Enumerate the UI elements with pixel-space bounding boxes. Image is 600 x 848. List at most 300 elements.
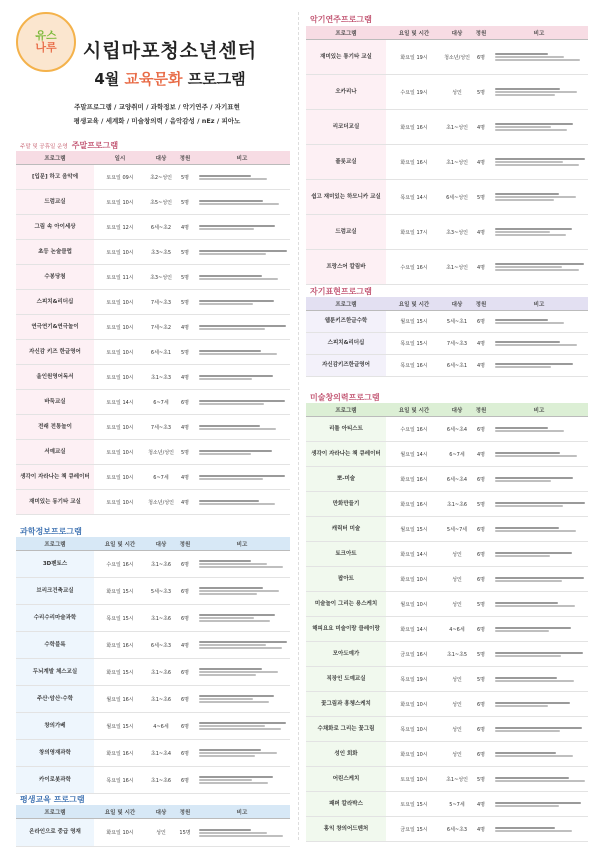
schedule-cell: 화요일 15시: [94, 578, 146, 605]
table-row: [16, 290, 290, 315]
table-row: [306, 592, 588, 617]
quota-cell: 6명: [176, 390, 194, 415]
expression-table: [306, 297, 588, 377]
science-table: [16, 537, 290, 794]
target-cell: 6세~초4: [442, 467, 472, 492]
note-cell: [490, 40, 588, 75]
program-name: 재미있는 동기타 교실: [16, 490, 94, 515]
col-target: 대상: [146, 805, 176, 819]
table-row: [16, 632, 290, 659]
table-row: [16, 365, 290, 390]
category-line-2: 평생교육 / 세계화 / 미술창의력 / 음악감성 / nEz / 피아노: [73, 117, 241, 125]
note-cell: [490, 667, 588, 692]
col-quota: 정원: [176, 805, 194, 819]
col-time: 요일 및 시간: [386, 26, 442, 40]
table-row: [306, 311, 588, 333]
music-section-head: [310, 14, 372, 25]
schedule-cell: 월요일 16시: [94, 686, 146, 713]
note-cell: [490, 692, 588, 717]
target-cell: 초1~성인: [442, 145, 472, 180]
target-cell: 5세~초3: [146, 578, 176, 605]
target-cell: 초1~초6: [146, 605, 176, 632]
quota-cell: 5명: [176, 340, 194, 365]
program-name: 온라인으로 중급 영재: [16, 819, 94, 847]
table-row: [306, 792, 588, 817]
note-cell: [194, 713, 290, 740]
target-cell: 초1~성인: [442, 767, 472, 792]
note-cell: [490, 250, 588, 285]
target-cell: 성인: [442, 567, 472, 592]
quota-cell: 4명: [176, 465, 194, 490]
program-name: 초등 논술클럽: [16, 240, 94, 265]
table-row: [16, 240, 290, 265]
program-name: 직장인 도예교실: [306, 667, 386, 692]
table-row: [306, 75, 588, 110]
program-name: [입문] 하고 음악에: [16, 165, 94, 190]
target-cell: 5세~7세: [442, 517, 472, 542]
table-row: [306, 180, 588, 215]
quota-cell: 4명: [176, 490, 194, 515]
schedule-cell: 목요일 14시: [386, 180, 442, 215]
note-cell: [490, 792, 588, 817]
target-cell: 6세~초1: [146, 340, 176, 365]
expression-table-header: [306, 297, 588, 311]
target-cell: 초2~성인: [146, 165, 176, 190]
target-cell: 6세~초3: [442, 817, 472, 842]
target-cell: 7세~초3: [146, 290, 176, 315]
table-row: [16, 315, 290, 340]
logo-text-2: 나루: [35, 41, 57, 54]
table-row: [16, 686, 290, 713]
note-cell: [194, 315, 290, 340]
col-note: 비고: [490, 403, 588, 417]
table-row: [306, 492, 588, 517]
target-cell: 청소년/성인: [146, 490, 176, 515]
program-name: 프랑스어 칼림바: [306, 250, 386, 285]
col-quota: 정원: [472, 297, 490, 311]
expression-section-head: [310, 286, 372, 297]
program-name: 그림 속 아이세상: [16, 215, 94, 240]
table-row: [306, 542, 588, 567]
target-cell: 성인: [442, 75, 472, 110]
program-name: 브리크건축교실: [16, 578, 94, 605]
schedule-cell: 토요일 11시: [94, 265, 146, 290]
schedule-cell: 토요일 14시: [94, 390, 146, 415]
table-row: [306, 567, 588, 592]
note-cell: [490, 717, 588, 742]
quota-cell: 6명: [176, 767, 194, 794]
program-name: 캐릭터 미술: [306, 517, 386, 542]
table-row: [16, 440, 290, 465]
schedule-cell: 월요일 15시: [386, 311, 442, 333]
col-time: 요일 및 시간: [94, 805, 146, 819]
program-name: 패퍼 칼라박스: [306, 792, 386, 817]
schedule-cell: 목요일 15시: [386, 333, 442, 355]
science-section-title: 과학정보프로그램: [20, 527, 82, 536]
schedule-cell: 수요일 19시: [386, 75, 442, 110]
note-cell: [194, 390, 290, 415]
schedule-cell: 목요일 16시: [94, 767, 146, 794]
note-cell: [194, 605, 290, 632]
note-cell: [194, 632, 290, 659]
note-cell: [490, 75, 588, 110]
science-table-header: [16, 537, 290, 551]
program-name: 만화만들기: [306, 492, 386, 517]
schedule-cell: 월요일 15시: [94, 713, 146, 740]
quota-cell: 5명: [472, 492, 490, 517]
target-cell: 청소년/성인: [442, 40, 472, 75]
music-table: [306, 26, 588, 285]
quota-cell: 6명: [176, 686, 194, 713]
note-cell: [194, 215, 290, 240]
table-row: [306, 417, 588, 442]
table-row: [306, 467, 588, 492]
target-cell: 6세~성인: [442, 180, 472, 215]
col-program: 프로그램: [16, 537, 94, 551]
program-name: 리코더교실: [306, 110, 386, 145]
col-time: 일시: [94, 151, 146, 165]
col-target: 대상: [442, 26, 472, 40]
note-cell: [490, 742, 588, 767]
table-row: [16, 490, 290, 515]
quota-cell: 5명: [472, 592, 490, 617]
note-cell: [194, 265, 290, 290]
note-cell: [194, 340, 290, 365]
table-row: [306, 250, 588, 285]
quota-cell: 4명: [176, 415, 194, 440]
lifelong-table: [16, 805, 290, 847]
table-row: [16, 465, 290, 490]
page-title: 시립마포청소년센터: [82, 40, 258, 62]
schedule-cell: 화요일 10시: [386, 567, 442, 592]
table-row: [16, 767, 290, 794]
table-row: [306, 767, 588, 792]
schedule-cell: 화요일 10시: [386, 692, 442, 717]
target-cell: 7세~초2: [146, 315, 176, 340]
target-cell: 초5~성인: [146, 190, 176, 215]
schedule-cell: 토요일 10시: [94, 365, 146, 390]
quota-cell: 6명: [176, 659, 194, 686]
program-name: 창의영재과학: [16, 740, 94, 767]
target-cell: 6세~초2: [146, 215, 176, 240]
quota-cell: 6명: [176, 713, 194, 740]
note-cell: [490, 567, 588, 592]
music-section-title: 악기연주프로그램: [310, 15, 372, 24]
quota-cell: 6명: [472, 467, 490, 492]
schedule-cell: 토요일 10시: [94, 290, 146, 315]
target-cell: 성인: [442, 742, 472, 767]
schedule-cell: 토요일 10시: [94, 490, 146, 515]
schedule-cell: 토요일 10시: [94, 190, 146, 215]
table-row: [306, 110, 588, 145]
note-cell: [194, 819, 290, 847]
target-cell: 6세~초4: [442, 417, 472, 442]
quota-cell: 4명: [472, 817, 490, 842]
schedule-cell: 목요일 15시: [94, 605, 146, 632]
col-target: 대상: [442, 403, 472, 417]
art-table: [306, 403, 588, 842]
schedule-cell: 화요일 16시: [386, 145, 442, 180]
schedule-cell: 토요일 10시: [94, 340, 146, 365]
program-name: 바둑교실: [16, 390, 94, 415]
weekend-section-title: 주말프로그램: [71, 141, 119, 150]
quota-cell: 4명: [472, 110, 490, 145]
target-cell: 초3~성인: [442, 215, 472, 250]
note-cell: [490, 592, 588, 617]
program-name: 미술놀이 그리는 용스케치: [306, 592, 386, 617]
note-cell: [490, 467, 588, 492]
table-row: [306, 642, 588, 667]
table-row: [306, 617, 588, 642]
note-cell: [194, 767, 290, 794]
program-name: 생각이 자라나는 책 큐레이터: [306, 442, 386, 467]
note-cell: [490, 355, 588, 377]
lifelong-section-title: 평생교육 프로그램: [20, 795, 85, 804]
table-row: [306, 40, 588, 75]
quota-cell: 15명: [176, 819, 194, 847]
col-note: 비고: [194, 537, 290, 551]
target-cell: 4~6세: [146, 713, 176, 740]
target-cell: 성인: [442, 717, 472, 742]
target-cell: 7세~초3: [146, 415, 176, 440]
target-cell: 초1~초6: [146, 686, 176, 713]
target-cell: 6~7세: [146, 390, 176, 415]
note-cell: [194, 190, 290, 215]
target-cell: 초1~성인: [442, 110, 472, 145]
table-row: [16, 190, 290, 215]
program-name: 토크아트: [306, 542, 386, 567]
quota-cell: 4명: [176, 215, 194, 240]
art-table-header: [306, 403, 588, 417]
program-name: 올인원영어독서: [16, 365, 94, 390]
note-cell: [490, 110, 588, 145]
table-row: [16, 713, 290, 740]
note-cell: [490, 311, 588, 333]
quota-cell: 6명: [176, 578, 194, 605]
quota-cell: 5명: [176, 190, 194, 215]
target-cell: 6~7세: [442, 442, 472, 467]
program-name: 수채화로 그리는 꽃그림: [306, 717, 386, 742]
note-cell: [490, 215, 588, 250]
schedule-cell: 화요일 10시: [94, 819, 146, 847]
schedule-cell: 화요일 14시: [386, 617, 442, 642]
note-cell: [194, 659, 290, 686]
schedule-cell: 수요일 16시: [386, 417, 442, 442]
program-name: 자신감 키즈 한글영어: [16, 340, 94, 365]
col-quota: 정원: [176, 151, 194, 165]
quota-cell: 6명: [472, 567, 490, 592]
table-row: [306, 442, 588, 467]
schedule-cell: 화요일 16시: [94, 740, 146, 767]
program-name: 팝아트: [306, 567, 386, 592]
schedule-cell: 수요일 16시: [386, 250, 442, 285]
note-cell: [490, 517, 588, 542]
program-name: 재미있는 통기타 교실: [306, 40, 386, 75]
program-name: 꽃그림과 흥쳉스케치: [306, 692, 386, 717]
schedule-cell: 화요일 15시: [94, 659, 146, 686]
program-name: 뽀-미술: [306, 467, 386, 492]
col-time: 요일 및 시간: [94, 537, 146, 551]
program-name: 드럼교실: [306, 215, 386, 250]
quota-cell: 6명: [472, 542, 490, 567]
column-divider: [298, 12, 299, 840]
table-row: [306, 667, 588, 692]
quota-cell: 4명: [472, 333, 490, 355]
schedule-cell: 화요일 17시: [386, 215, 442, 250]
note-cell: [194, 240, 290, 265]
quota-cell: 4명: [176, 365, 194, 390]
subtitle-highlight: 교육문화: [124, 70, 183, 88]
program-name: 수학블록: [16, 632, 94, 659]
note-cell: [194, 415, 290, 440]
quota-cell: 4명: [176, 632, 194, 659]
note-cell: [194, 551, 290, 578]
quota-cell: 5명: [176, 290, 194, 315]
note-cell: [194, 165, 290, 190]
page-subtitle: [55, 68, 285, 89]
table-row: [16, 659, 290, 686]
table-row: [16, 265, 290, 290]
program-name: 쉽고 재미있는 하모니카 교실: [306, 180, 386, 215]
table-row: [306, 333, 588, 355]
weekend-section-note: 주말 및 공휴일 운영: [20, 144, 68, 150]
schedule-cell: 수요일 16시: [94, 551, 146, 578]
target-cell: 초1~초3: [146, 365, 176, 390]
col-program: 프로그램: [16, 151, 94, 165]
target-cell: 초3~초5: [146, 240, 176, 265]
program-name: 3D펜토스: [16, 551, 94, 578]
target-cell: 초1~초4: [146, 740, 176, 767]
schedule-cell: 화요일 16시: [386, 110, 442, 145]
schedule-cell: 금요일 16시: [386, 642, 442, 667]
schedule-cell: 토요일 09시: [94, 165, 146, 190]
program-name: 창의가베: [16, 713, 94, 740]
quota-cell: 4명: [472, 215, 490, 250]
note-cell: [490, 767, 588, 792]
quota-cell: 5명: [472, 642, 490, 667]
table-row: [16, 605, 290, 632]
quota-cell: 6명: [472, 617, 490, 642]
quota-cell: 5명: [176, 265, 194, 290]
schedule-cell: 화요일 16시: [386, 467, 442, 492]
expression-section-title: 자기표현프로그램: [310, 287, 372, 296]
schedule-cell: 토요일 10시: [94, 440, 146, 465]
col-note: 비고: [194, 151, 290, 165]
col-time: 요일 및 시간: [386, 403, 442, 417]
quota-cell: 4명: [472, 792, 490, 817]
quota-cell: 5명: [176, 440, 194, 465]
table-row: [306, 717, 588, 742]
program-name: 홍익 창의어드벤처: [306, 817, 386, 842]
note-cell: [194, 578, 290, 605]
quota-cell: 4명: [472, 250, 490, 285]
target-cell: 5세~초1: [442, 311, 472, 333]
logo-text-1: 유스: [35, 29, 57, 42]
schedule-cell: 금요일 15시: [386, 817, 442, 842]
col-note: 비고: [194, 805, 290, 819]
note-cell: [194, 490, 290, 515]
note-cell: [194, 290, 290, 315]
quota-cell: 6명: [472, 692, 490, 717]
col-program: 프로그램: [306, 26, 386, 40]
col-note: 비고: [490, 26, 588, 40]
art-section-head: [310, 392, 380, 403]
note-cell: [194, 465, 290, 490]
quota-cell: 5명: [176, 165, 194, 190]
target-cell: 6세~초3: [146, 632, 176, 659]
target-cell: 성인: [442, 592, 472, 617]
schedule-cell: 토요일 10시: [94, 465, 146, 490]
table-row: [16, 390, 290, 415]
quota-cell: 5명: [472, 75, 490, 110]
music-table-header: [306, 26, 588, 40]
category-list: [22, 100, 292, 128]
weekend-section-head: [20, 140, 118, 151]
schedule-cell: 토요일 10시: [386, 767, 442, 792]
col-note: 비고: [490, 297, 588, 311]
target-cell: 성인: [442, 542, 472, 567]
col-quota: 정원: [472, 26, 490, 40]
quota-cell: 5명: [472, 180, 490, 215]
program-name: 리틀 아티스트: [306, 417, 386, 442]
table-row: [306, 145, 588, 180]
table-row: [16, 578, 290, 605]
program-name: 생각이 자라나는 책 큐레이터: [16, 465, 94, 490]
schedule-cell: 화요일 16시: [386, 492, 442, 517]
table-row: [16, 819, 290, 847]
target-cell: 7세~초3: [442, 333, 472, 355]
col-program: 프로그램: [306, 403, 386, 417]
note-cell: [490, 617, 588, 642]
col-quota: 정원: [176, 537, 194, 551]
schedule-cell: 화요일 16시: [94, 632, 146, 659]
note-cell: [490, 817, 588, 842]
col-target: 대상: [146, 151, 176, 165]
quota-cell: 6명: [472, 717, 490, 742]
program-name: 오카리나: [306, 75, 386, 110]
col-program: 프로그램: [16, 805, 94, 819]
program-name: 수리수리마술과학: [16, 605, 94, 632]
schedule-cell: 토요일 15시: [386, 792, 442, 817]
program-name: 수봉당첨: [16, 265, 94, 290]
art-section-title: 미술창의력프로그램: [310, 393, 380, 402]
target-cell: 초1~초5: [442, 642, 472, 667]
schedule-cell: 월요일 14시: [386, 442, 442, 467]
schedule-cell: 토요일 10시: [94, 415, 146, 440]
science-section-head: [20, 526, 82, 537]
target-cell: 초3~성인: [146, 265, 176, 290]
col-time: 요일 및 시간: [386, 297, 442, 311]
target-cell: 초1~초6: [442, 492, 472, 517]
table-row: [306, 215, 588, 250]
target-cell: 성인: [146, 819, 176, 847]
program-name: 플룻교실: [306, 145, 386, 180]
table-row: [16, 215, 290, 240]
quota-cell: 6명: [472, 742, 490, 767]
quota-cell: 6명: [472, 417, 490, 442]
program-name: 어린스케치: [306, 767, 386, 792]
schedule-cell: 목요일 16시: [386, 355, 442, 377]
schedule-cell: 화요일 14시: [386, 542, 442, 567]
table-row: [16, 740, 290, 767]
program-name: 서예교실: [16, 440, 94, 465]
note-cell: [194, 686, 290, 713]
note-cell: [490, 145, 588, 180]
program-name: 웹툰키즈한글수학: [306, 311, 386, 333]
table-row: [306, 355, 588, 377]
quota-cell: 5명: [176, 240, 194, 265]
quota-cell: 5명: [472, 767, 490, 792]
